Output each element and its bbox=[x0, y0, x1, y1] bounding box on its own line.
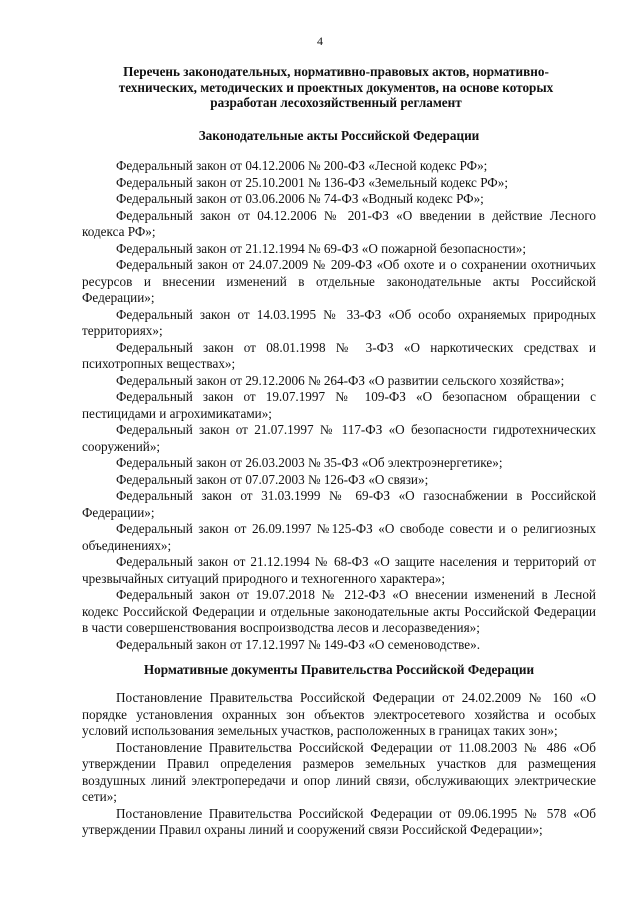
legislative-acts-list bbox=[82, 158, 596, 653]
list-item: Постановление Правительства Российской Федерации от 24.02.2009 № 160 «О порядке установления охранных зон объектов электросетевого хозяйства и особых условий использования земельных участков, расположенных в границах таких зон»; bbox=[82, 690, 596, 738]
list-item: Постановление Правительства Российской Федерации от 09.06.1995 № 578 «Об утверждении Правил охраны линий и сооружений связи Российской Федерации»; bbox=[82, 805, 596, 837]
list-item: Федеральный закон от 21.12.1994 № 68-ФЗ «О защите населения и территорий от чрезвычайных ситуаций природного и техногенного характера»; bbox=[82, 554, 596, 586]
list-item: Федеральный закон от 26.03.2003 № 35-ФЗ «Об электроэнергетике»; bbox=[116, 455, 503, 470]
government-documents-list bbox=[82, 690, 596, 839]
list-item: Федеральный закон от 26.09.1997 №125-ФЗ «О свободе совести и о религиозных объединениях»; bbox=[82, 521, 596, 553]
list-item: Федеральный закон от 04.12.2006 № 200-ФЗ «Лесной кодекс РФ»; bbox=[116, 158, 488, 173]
list-item: Федеральный закон от 14.03.1995 № 33-ФЗ «Об особо охраняемых природных территориях»; bbox=[82, 306, 596, 338]
list-item: Федеральный закон от 21.07.1997 № 117-ФЗ «О безопасности гидротехнических сооружений»; bbox=[82, 422, 596, 454]
list-item: Федеральный закон от 31.03.1999 № 69-ФЗ «О газоснабжении в Российской Федерации»; bbox=[82, 488, 596, 520]
list-item: Федеральный закон от 08.01.1998 № 3-ФЗ «О наркотических средствах и психотропных веществах»; bbox=[82, 339, 596, 371]
list-item: Федеральный закон от 03.06.2006 № 74-ФЗ «Водный кодекс РФ»; bbox=[116, 191, 484, 206]
list-item: Федеральный закон от 19.07.1997 № 109-ФЗ «О безопасном обращении с пестицидами и агрохимикатами»; bbox=[82, 389, 596, 421]
list-item: Федеральный закон от 21.12.1994 № 69-ФЗ «О пожарной безопасности»; bbox=[116, 240, 526, 256]
list-item: Федеральный закон от 24.07.2009 № 209-ФЗ «Об охоте и о сохранении охотничьих ресурсов и внесении изменений в отдельные законодательные акты Российской Федерации»; bbox=[82, 257, 596, 305]
list-item: Федеральный закон от 17.12.1997 № 149-ФЗ «О семеноводстве». bbox=[116, 636, 481, 652]
document-title: Перечень законодательных, нормативно-правовых актов, нормативно-технических, методических и проектных документов, на основе которых разработан лесохозяйственный регламент bbox=[118, 64, 554, 110]
list-item: Федеральный закон от 25.10.2001 № 136-ФЗ «Земельный кодекс РФ»; bbox=[116, 174, 508, 190]
list-item: Федеральный закон от 04.12.2006 № 201-ФЗ «О введении в действие Лесного кодекса РФ»; bbox=[82, 207, 596, 239]
list-item: Федеральный закон от 07.07.2003 № 126-ФЗ «О связи»; bbox=[116, 471, 429, 487]
section-heading-legislative-acts: Законодательные акты Российской Федерации bbox=[198, 128, 480, 143]
list-item: Федеральный закон от 29.12.2006 № 264-ФЗ «О развитии сельского хозяйства»; bbox=[116, 372, 565, 388]
section-heading-government-documents: Нормативные документы Правительства Российской Федерации bbox=[143, 662, 535, 677]
list-item: Федеральный закон от 19.07.2018 № 212-ФЗ «О внесении изменений в Лесной кодекс Российской Федерации и отдельные законодательные акты Российской Федерации в части совершенствования воспроизводства лесов и лесоразведения»; bbox=[82, 587, 596, 635]
page-number: 4 bbox=[317, 34, 323, 48]
list-item: Постановление Правительства Российской Федерации от 11.08.2003 № 486 «Об утверждении Правил определения размеров земельных участков для размещения воздушных линий электропередачи и опор линий связи, обслуживающих электрические сети»; bbox=[82, 739, 596, 804]
